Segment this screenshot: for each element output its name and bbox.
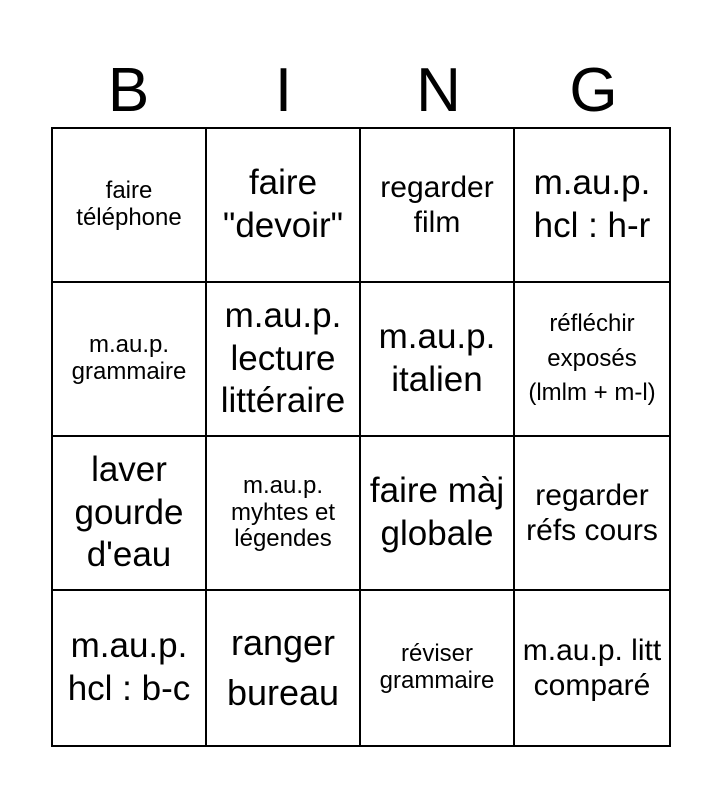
header-letter-g: G: [569, 56, 618, 125]
bingo-cell[interactable]: réfléchir exposés (lmlm + m-l): [515, 283, 669, 437]
bingo-board: [51, 127, 671, 747]
bingo-cell[interactable]: m.au.p. litt comparé: [522, 633, 662, 702]
bingo-cell[interactable]: m.au.p. lecture littéraire: [207, 283, 361, 437]
bingo-cell[interactable]: réviser grammaire: [361, 591, 515, 745]
bingo-cell[interactable]: regarder film: [361, 129, 515, 283]
bingo-cell[interactable]: m.au.p. grammaire: [53, 283, 207, 437]
bingo-cell[interactable]: m.au.p. myhtes et légendes: [207, 437, 361, 591]
bingo-cell[interactable]: ranger bureau: [207, 591, 361, 745]
bingo-cell[interactable]: faire téléphone: [53, 129, 207, 283]
bingo-cell[interactable]: faire màj globale: [361, 437, 515, 591]
bingo-cell[interactable]: faire "devoir": [207, 129, 361, 283]
header-letter-i: I: [274, 56, 293, 125]
bingo-cell[interactable]: m.au.p. italien: [361, 283, 515, 437]
bingo-cell[interactable]: laver gourde d'eau: [53, 437, 207, 591]
header-letter-b: B: [107, 56, 150, 125]
bingo-cell[interactable]: regarder réfs cours: [515, 437, 669, 591]
bingo-cell[interactable]: m.au.p. hcl : h-r: [515, 129, 669, 283]
bingo-cell[interactable]: m.au.p. hcl : b-c: [53, 591, 207, 745]
header-letter-n: N: [416, 56, 461, 125]
bingo-header: [51, 56, 671, 126]
